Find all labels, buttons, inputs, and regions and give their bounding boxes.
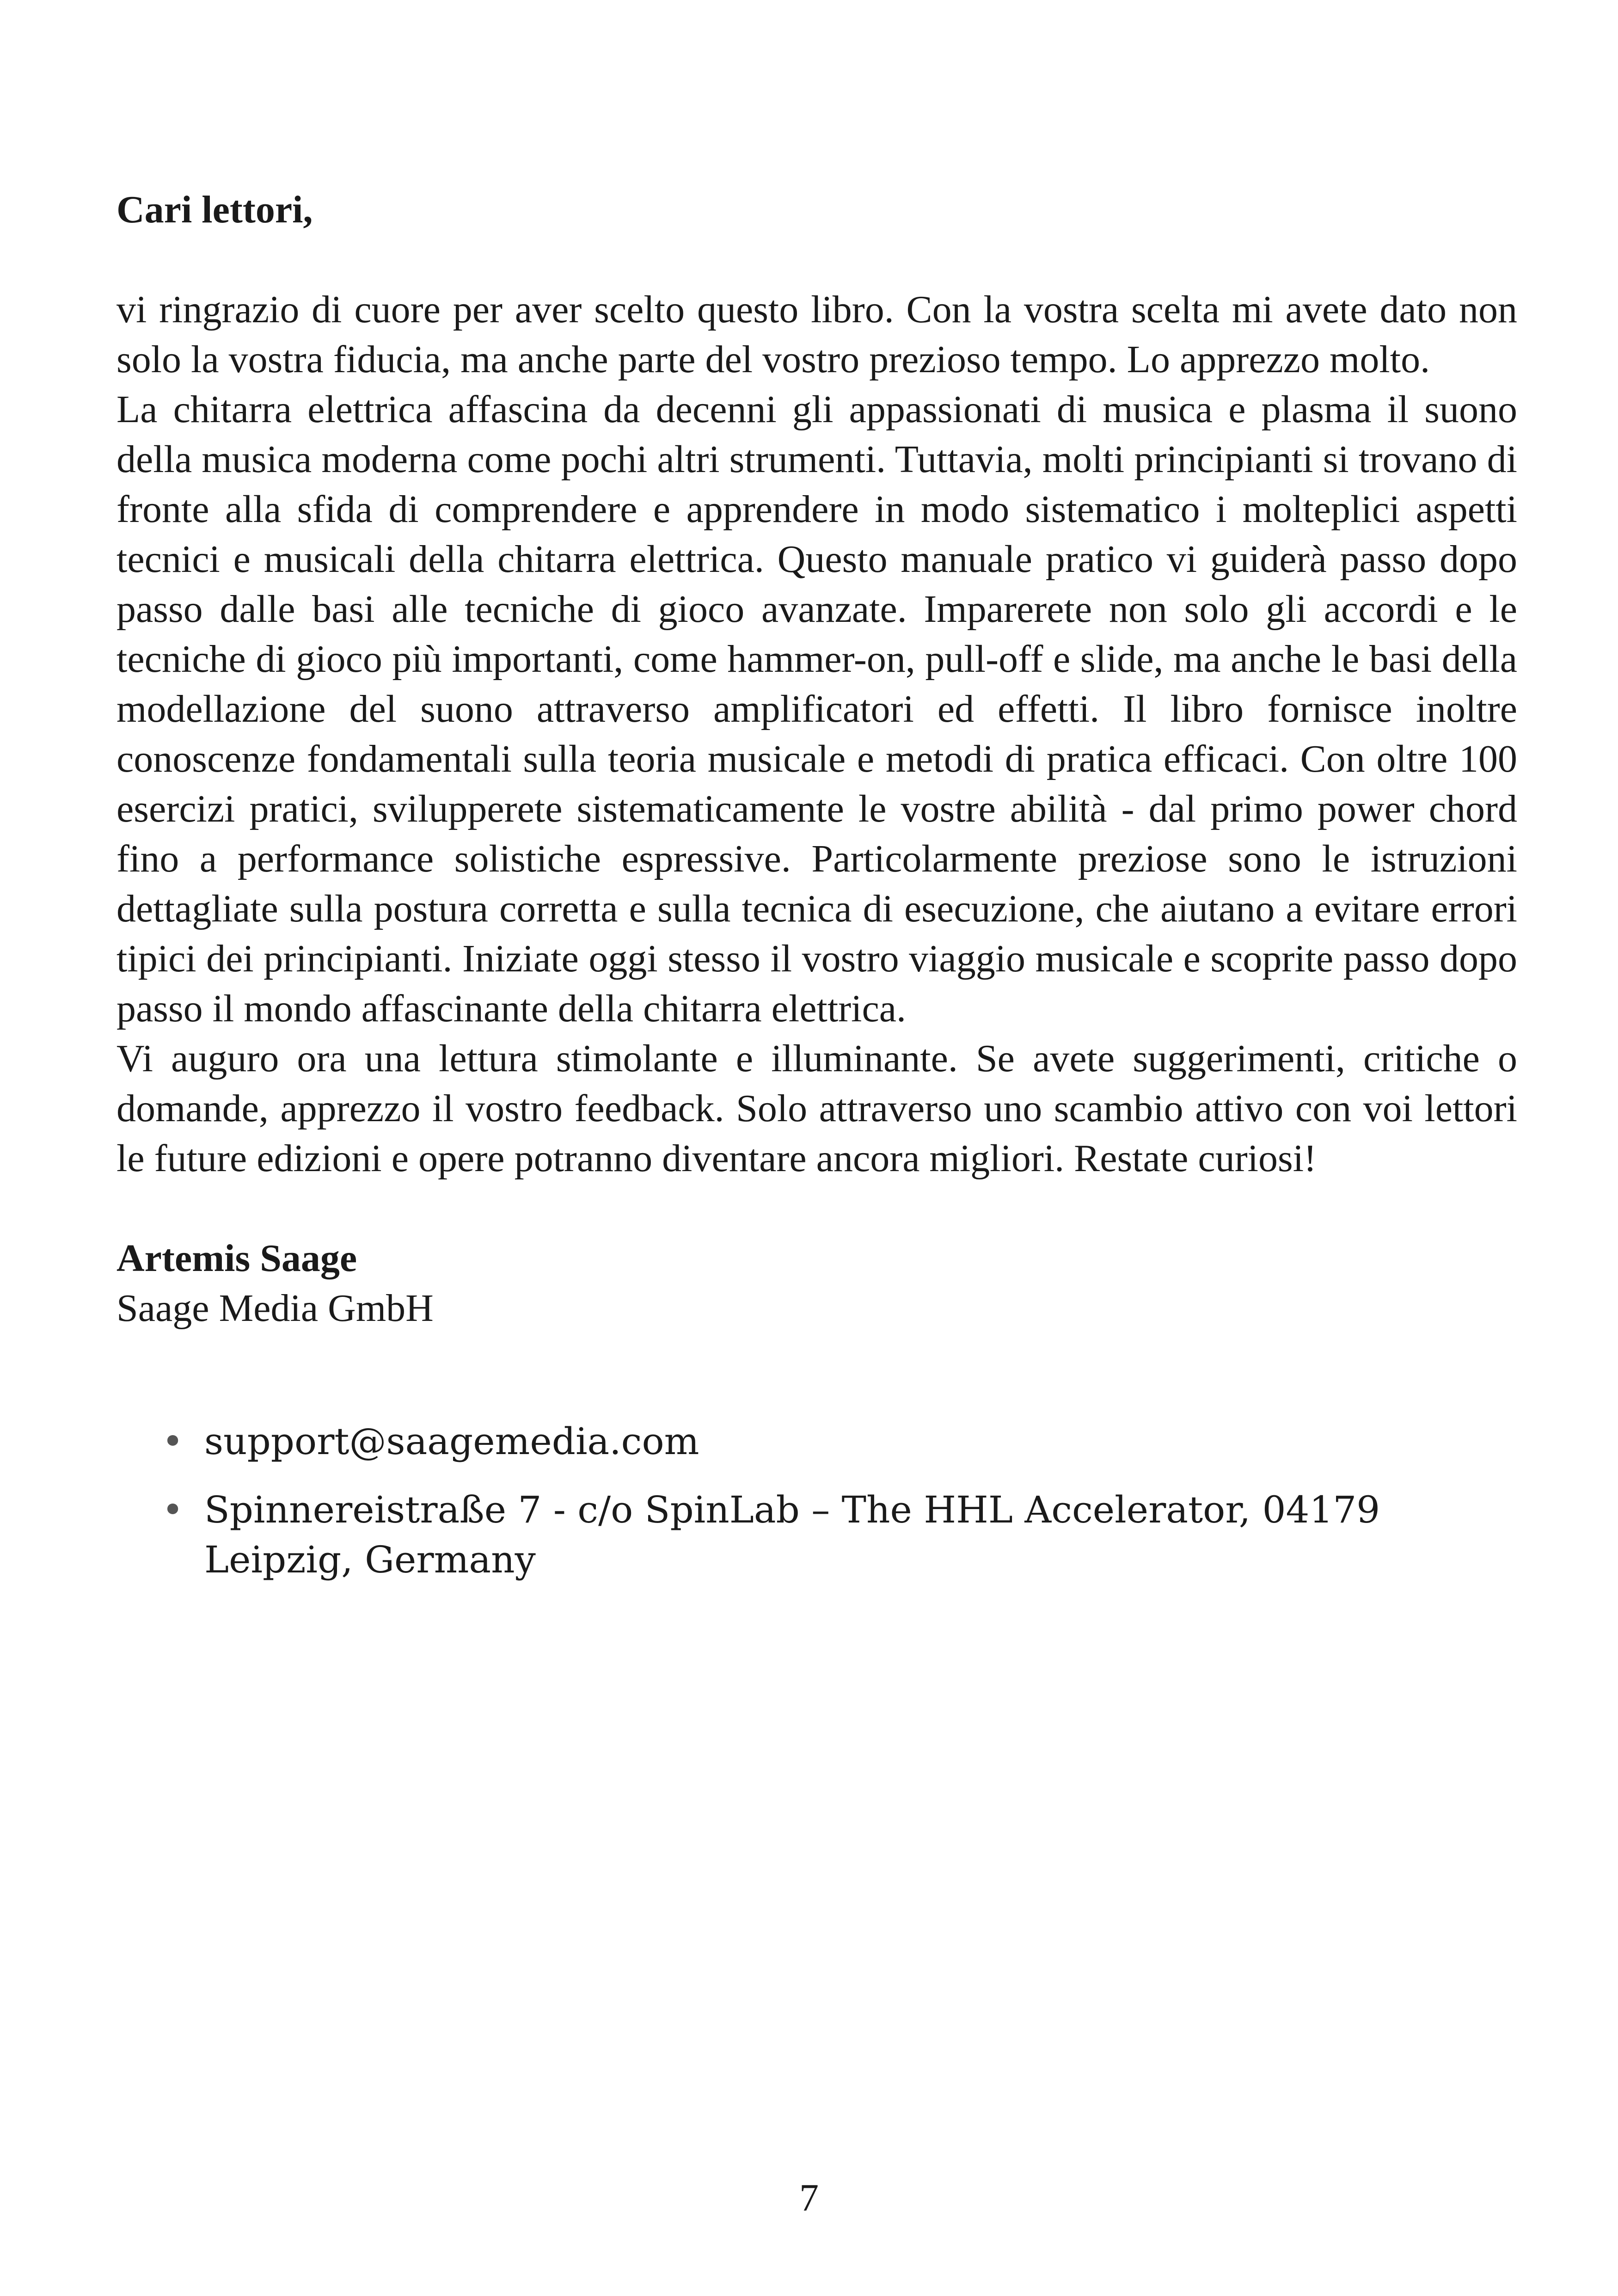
bullet-icon: • — [162, 1488, 184, 1531]
contact-item-address — [116, 1485, 1517, 1585]
paragraph-main: La chitarra elettrica affascina da decenni gli appassionati di musica e plasma il suono della musica moderna come pochi altri strumenti. Tuttavia, molti principianti si trovano di fronte alla sfida di comprendere e apprendere in modo sistematico i molteplici aspetti tecnici e musicali della chitarra elettrica. Questo manuale pratico vi guiderà passo dopo passo dalle basi alle tecniche di gioco avanzate. Imparerete non solo gli accordi e le tecniche di gioco più importanti, come hammer-on, pull-off e slide, ma anche le basi della modellazione del suono attraverso amplificatori ed effetti. Il libro fornisce inoltre conoscenze fondamentali sulla teoria musicale e metodi di pratica efficaci. Con oltre 100 esercizi pratici, svilupperete sistematicamente le vostre abilità - dal primo power chord fino a performance solistiche espressive. Particolarmente preziose sono le istruzioni dettagliate sulla postura corretta e sulla tecnica di esecuzione, che aiutano a evitare errori tipici dei principianti. Iniziate oggi stesso il vostro viaggio musicale e scoprite passo dopo passo il mondo affascinante della chitarra elettrica. — [116, 388, 1517, 1030]
signature-block — [116, 1234, 1517, 1333]
contact-list — [116, 1417, 1517, 1585]
contact-item-email — [116, 1417, 1517, 1467]
page-number: 7 — [799, 2176, 819, 2219]
greeting: Cari lettori, — [116, 188, 313, 231]
company-name: Saage Media GmbH — [116, 1287, 434, 1330]
letter-body — [116, 185, 1517, 1603]
address-text: Spinnereistraße 7 - c/o SpinLab – The HHL Accelerator, 04179 Leipzig, Germany — [204, 1488, 1380, 1581]
paragraph-closing: Vi auguro ora una lettura stimolante e illuminante. Se avete suggerimenti, critiche o domande, apprezzo il vostro feedback. Solo attraverso uno scambio attivo con voi lettori le future edizioni e opere potranno diventare ancora migliori. Restate curiosi! — [116, 1037, 1517, 1180]
bullet-icon: • — [162, 1420, 184, 1463]
paragraph-intro: vi ringrazio di cuore per aver scelto questo libro. Con la vostra scelta mi avete dato non solo la vostra fiducia, ma anche parte del vostro prezioso tempo. Lo apprezzo molto. — [116, 288, 1517, 381]
email-text: support@saagemedia.com — [204, 1420, 699, 1463]
author-name: Artemis Saage — [116, 1237, 357, 1280]
